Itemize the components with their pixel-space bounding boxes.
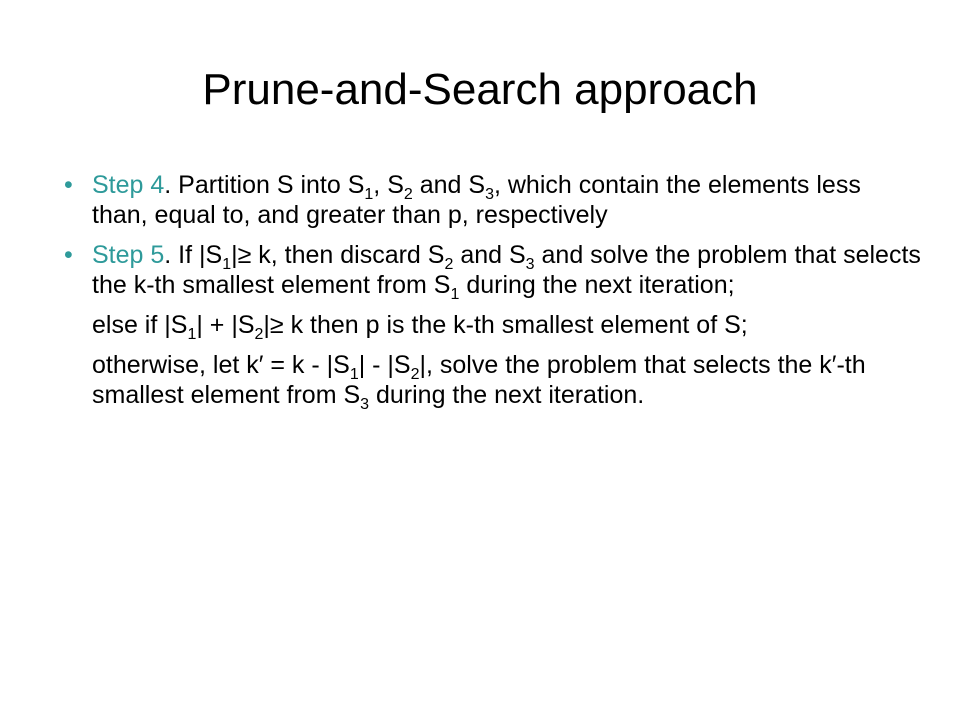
bullet-step-5 (62, 240, 922, 303)
otherwise-text: otherwise, let k′ = k - |S (92, 351, 350, 379)
otherwise-text: during the next iteration. (369, 381, 645, 409)
step-4-text: , S (373, 171, 404, 199)
step-5-label: Step 5 (92, 241, 165, 269)
subscript: 1 (364, 186, 374, 203)
step-4-text: and S (412, 171, 486, 199)
subscript: 2 (444, 256, 454, 273)
subscript: 3 (485, 186, 494, 203)
bullet-dot-icon: • (64, 241, 73, 269)
step-4-text: , which contain the elements less than, equal to, and greater than p, respectively (92, 171, 861, 229)
step-4-label: Step 4 (92, 171, 165, 199)
step-5-text: . If |S (164, 241, 223, 269)
subscript: 3 (525, 256, 535, 273)
step-5-text: and solve the problem that selects the k-th smallest element from S (92, 241, 921, 299)
slide-content (62, 170, 922, 420)
subscript: 1 (450, 286, 460, 303)
subscript: 2 (254, 326, 264, 343)
subscript: 1 (222, 256, 232, 273)
otherwise-clause (62, 350, 922, 413)
step-5-text: during the next iteration; (459, 271, 735, 299)
bullet-step-4 (62, 170, 922, 230)
step-5-text: |≥ k, then discard S (231, 241, 445, 269)
else-text: | + |S (196, 311, 255, 339)
subscript: 1 (187, 326, 197, 343)
slide-title: Prune-and-Search approach (202, 65, 758, 114)
step-5-text: and S (453, 241, 526, 269)
else-clause (62, 310, 922, 343)
otherwise-text: |, solve the problem that selects the k′-th smallest element from S (92, 351, 866, 409)
else-text: else if |S (92, 311, 188, 339)
subscript: 2 (403, 186, 413, 203)
bullet-dot-icon: • (64, 171, 73, 199)
otherwise-text: | - |S (358, 351, 411, 379)
subscript: 2 (410, 366, 420, 383)
subscript: 3 (360, 396, 370, 413)
else-text: |≥ k then p is the k-th smallest element of S; (263, 311, 748, 339)
subscript: 1 (349, 366, 359, 383)
step-4-text: . Partition S into S (164, 171, 365, 199)
